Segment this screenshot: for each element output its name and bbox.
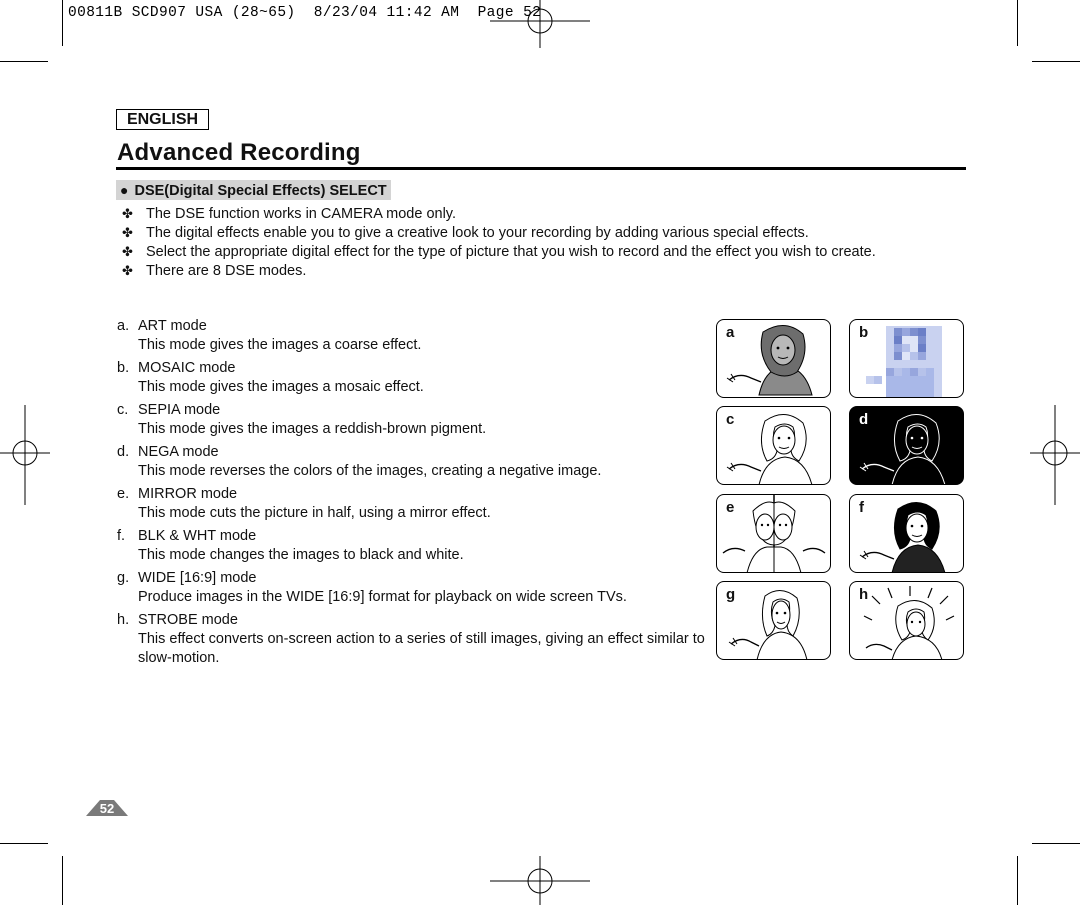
registration-mark-right <box>1030 405 1080 505</box>
section-title: DSE(Digital Special Effects) SELECT <box>134 183 387 199</box>
crop-mark <box>62 856 63 905</box>
mode-description: This mode cuts the picture in half, using a mirror effect. <box>138 505 491 521</box>
crop-mark <box>1017 0 1018 46</box>
title-rule <box>116 167 966 170</box>
mode-description: This effect converts on-screen action to a series of still images, giving an effect similar to slow-motion. <box>138 631 705 666</box>
mode-name: MOSAIC mode <box>138 360 236 376</box>
note-item <box>122 261 876 280</box>
registration-mark-bottom <box>490 856 590 905</box>
mode-letter: d. <box>117 444 130 460</box>
illustration-wide <box>716 581 831 660</box>
panel-label: f <box>859 499 864 516</box>
mode-item-nega <box>117 443 717 481</box>
panel-label: c <box>726 411 735 428</box>
illustration-art <box>716 319 831 398</box>
illustration-mirror <box>716 494 831 573</box>
mode-letter: c. <box>117 402 129 418</box>
illustration-negative <box>849 406 964 485</box>
mode-description: This mode gives the images a reddish-brown pigment. <box>138 421 487 437</box>
panel-label: h <box>859 586 869 603</box>
mode-letter: e. <box>117 486 130 502</box>
mode-item-blk-wht <box>117 527 717 565</box>
note-text: The digital effects enable you to give a creative look to your recording by adding various special effects. <box>146 225 809 241</box>
mode-name: BLK & WHT mode <box>138 528 257 544</box>
registration-mark-top <box>490 0 590 50</box>
mode-item-sepia <box>117 401 717 439</box>
mode-item-strobe <box>117 611 717 668</box>
mode-letter: b. <box>117 360 130 376</box>
mode-letter: g. <box>117 570 130 586</box>
crop-mark <box>1032 61 1080 62</box>
panel-label: e <box>726 499 735 516</box>
mode-name: ART mode <box>138 318 207 334</box>
section-bullet-icon: ● <box>120 182 129 198</box>
note-text: The DSE function works in CAMERA mode only. <box>146 206 456 222</box>
print-job-header: 00811B SCD907 USA (28~65) 8/23/04 11:42 AM Page 52 <box>68 5 542 21</box>
language-label: ENGLISH <box>116 109 209 130</box>
page-title: Advanced Recording <box>117 139 361 166</box>
mode-description: Produce images in the WIDE [16:9] format for playback on wide screen TVs. <box>138 589 627 605</box>
illustration-mosaic <box>849 319 964 398</box>
mode-name: WIDE [16:9] mode <box>138 570 257 586</box>
crop-mark <box>0 843 48 844</box>
mode-item-art <box>117 317 717 355</box>
mode-letter: h. <box>117 612 130 628</box>
section-heading <box>116 180 391 200</box>
dse-modes-list <box>117 317 717 672</box>
panel-label: d <box>859 411 869 428</box>
note-text: There are 8 DSE modes. <box>146 263 307 279</box>
page-number: 52 <box>99 801 115 816</box>
cross-bullet-icon: ✤ <box>122 225 133 240</box>
woman-figure-black-white <box>850 495 964 573</box>
mode-name: STROBE mode <box>138 612 238 628</box>
mode-item-mirror <box>117 485 717 523</box>
panel-label: g <box>726 586 736 603</box>
mode-description: This mode reverses the colors of the images, creating a negative image. <box>138 463 602 479</box>
illustration-strobe <box>849 581 964 660</box>
mode-item-mosaic <box>117 359 717 397</box>
mode-description: This mode changes the images to black and white. <box>138 547 464 563</box>
cross-bullet-icon: ✤ <box>122 244 133 259</box>
mode-description: This mode gives the images a mosaic effect. <box>138 379 424 395</box>
mode-name: NEGA mode <box>138 444 219 460</box>
mode-description: This mode gives the images a coarse effect. <box>138 337 422 353</box>
mode-name: SEPIA mode <box>138 402 221 418</box>
mode-name: MIRROR mode <box>138 486 238 502</box>
page-number-shape <box>84 798 130 818</box>
illustration-black-white <box>849 494 964 573</box>
crop-mark <box>62 0 63 46</box>
cross-bullet-icon: ✤ <box>122 206 133 221</box>
mode-letter: a. <box>117 318 130 334</box>
cross-bullet-icon: ✤ <box>122 263 133 278</box>
page-number-badge <box>84 798 130 823</box>
note-item <box>122 242 876 261</box>
crop-mark <box>1032 843 1080 844</box>
crop-mark <box>1017 856 1018 905</box>
note-item <box>122 204 876 223</box>
panel-label: b <box>859 324 869 341</box>
mode-item-wide <box>117 569 717 607</box>
note-item <box>122 223 876 242</box>
panel-label: a <box>726 324 735 341</box>
registration-mark-left <box>0 405 50 505</box>
note-text: Select the appropriate digital effect for the type of picture that you wish to record and the effect you wish to create. <box>146 244 876 260</box>
notes-list <box>122 204 876 280</box>
crop-mark <box>0 61 48 62</box>
mode-letter: f. <box>117 528 126 544</box>
illustration-sepia <box>716 406 831 485</box>
